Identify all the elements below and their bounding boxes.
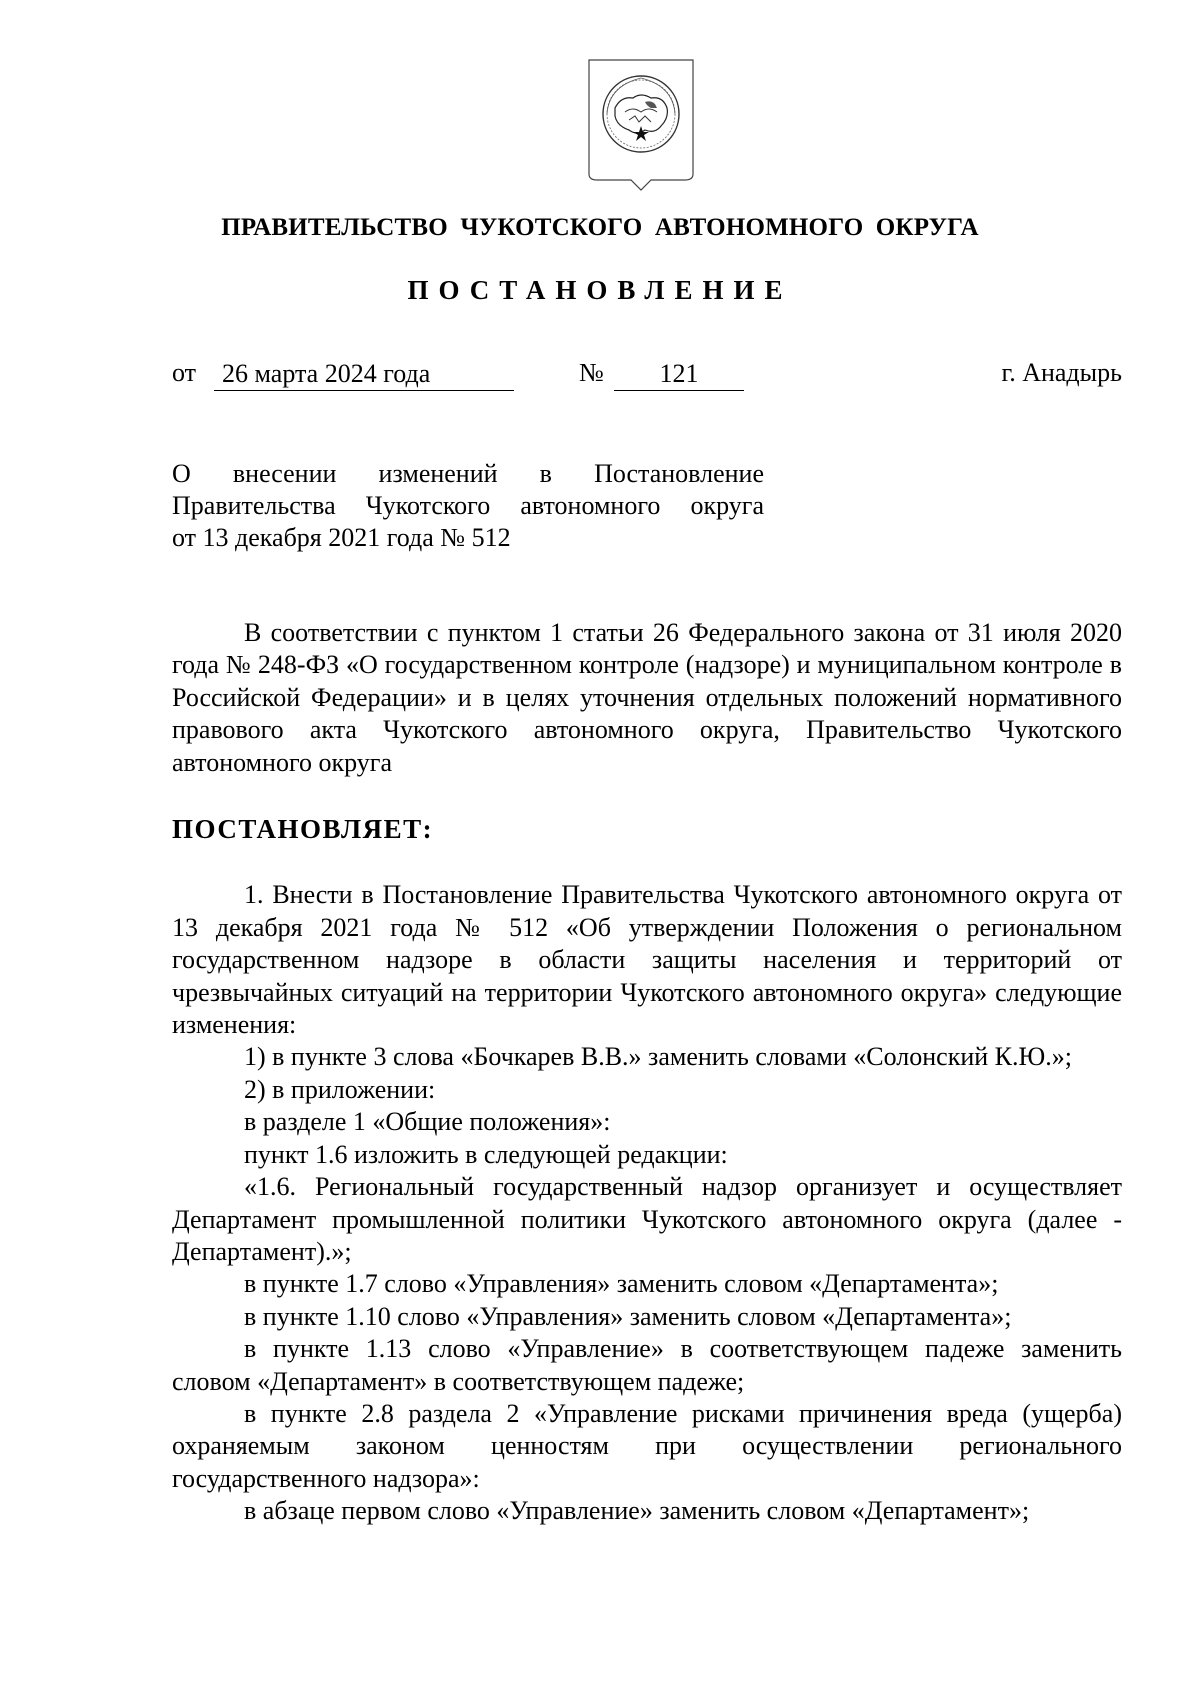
subject-line: О внесении изменений в Постановление [172,459,764,488]
document-subject [172,458,764,554]
document-city: г. Анадырь [1001,358,1122,387]
body-paragraph: «1.6. Региональный государственный надзор организует и осуществляет Департамент промышленной политики Чукотского автономного округа (далее - Департамент).»; [172,1172,1122,1266]
body-paragraph: 1) в пункте 3 слова «Бочкарев В.В.» заменить словами «Солонский К.Ю.»; [244,1042,1072,1072]
number-label: № [579,358,604,387]
body-paragraph: пункт 1.6 изложить в следующей редакции: [244,1139,728,1169]
document-date: 26 марта 2024 года [214,358,514,391]
chukotka-coat-of-arms-icon [585,56,697,206]
document-body [172,617,1122,1528]
document-type-title: ПОСТАНОВЛЕНИЕ [407,275,793,305]
body-paragraph: 2) в приложении: [244,1074,436,1104]
document-number: 121 [614,358,744,391]
body-paragraph: в пункте 2.8 раздела 2 «Управление рисками причинения вреда (ущерба) охраняемым законом ценностям при осуществлении регионального государственного надзора»: [172,1398,1122,1493]
date-label: от [172,358,197,387]
body-paragraph: в пункте 1.10 слово «Управления» заменить словом «Департамента»; [244,1301,1012,1331]
subject-line: Правительства Чукотского автономного округа [172,491,764,520]
body-paragraph: в абзаце первом слово «Управление» заменить словом «Департамент»; [244,1496,1030,1526]
body-paragraph: 1. Внести в Постановление Правительства Чукотского автономного округа от 13 декабря 2021 года № 512 «Об утверждении Положения о региональном государственном надзоре в области защиты населения и территорий от чрезвычайных ситуаций на территории Чукотского автономного округа» следующие изменения: [172,880,1122,1040]
document-meta-line [172,358,1122,398]
preamble-paragraph: В соответствии с пунктом 1 статьи 26 Федерального закона от 31 июля 2020 года № 248-ФЗ «О государственном контроле (надзоре) и муниципальном контроле в Российской Федерации» и в целях уточнения отдельных положений нормативного правового акта Чукотского автономного округа, Правительство Чукотского автономного округа [172,618,1122,777]
body-paragraph: в разделе 1 «Общие положения»: [244,1107,611,1137]
body-paragraph: в пункте 1.7 слово «Управления» заменить словом «Департамента»; [244,1269,999,1299]
government-title: ПРАВИТЕЛЬСТВО ЧУКОТСКОГО АВТОНОМНОГО ОКРУГА [221,214,979,241]
subject-line: от 13 декабря 2021 года № 512 [172,523,511,552]
body-paragraph: в пункте 1.13 слово «Управление» в соответствующем падеже заменить словом «Департамент» в соответствующем падеже; [172,1334,1122,1396]
resolves-heading: ПОСТАНОВЛЯЕТ: [172,814,434,845]
